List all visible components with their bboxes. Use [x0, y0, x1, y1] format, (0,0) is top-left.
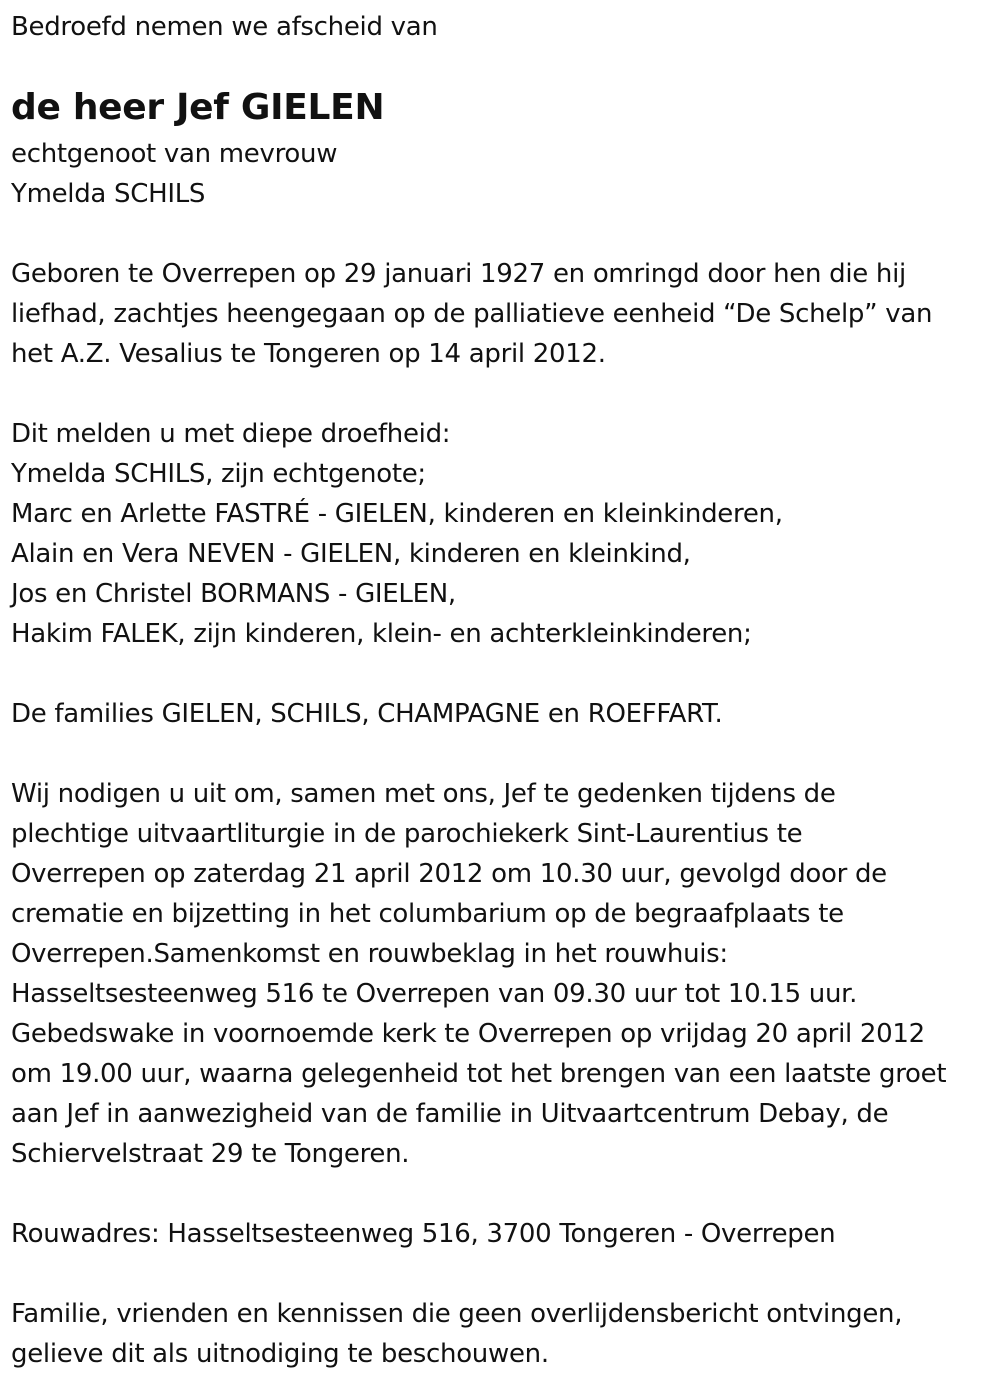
mourner-line: Alain en Vera NEVEN - GIELEN, kinderen en kleinkind,	[11, 539, 691, 569]
address-line: Rouwadres: Hasseltsesteenweg 516, 3700 Tongeren - Overrepen	[11, 1219, 836, 1249]
mourner-line: Ymelda SCHILS, zijn echtgenote;	[11, 459, 426, 489]
paragraph-line: Overrepen op zaterdag 21 april 2012 om 10.30 uur, gevolgd door de	[11, 859, 887, 889]
paragraph-line: Familie, vrienden en kennissen die geen overlijdensbericht ontvingen,	[11, 1299, 903, 1329]
mourner-line: Hakim FALEK, zijn kinderen, klein- en achterkleinkinderen;	[11, 619, 752, 649]
paragraph-line: gelieve dit als uitnodiging te beschouwen.	[11, 1339, 549, 1369]
families-line: De families GIELEN, SCHILS, CHAMPAGNE en ROEFFART.	[11, 699, 723, 729]
closing-paragraph	[11, 1294, 902, 1374]
paragraph-line: plechtige uitvaartliturgie in de parochiekerk Sint-Laurentius te	[11, 819, 803, 849]
mourners-heading: Dit melden u met diepe droefheid:	[11, 419, 451, 449]
paragraph-line: Gebedswake in voornoemde kerk te Overrepen op vrijdag 20 april 2012	[11, 1019, 925, 1049]
birth-death-paragraph	[11, 254, 932, 374]
spouse-section	[11, 134, 337, 214]
mourner-line: Marc en Arlette FASTRÉ - GIELEN, kinderen en kleinkinderen,	[11, 499, 783, 529]
paragraph-line: Hasseltsesteenweg 516 te Overrepen van 09.30 uur tot 10.15 uur.	[11, 979, 858, 1009]
spouse-line: echtgenoot van mevrouw	[11, 139, 338, 169]
paragraph-line: Wij nodigen u uit om, samen met ons, Jef te gedenken tijdens de	[11, 779, 836, 809]
deceased-name: de heer Jef GIELEN	[11, 87, 385, 128]
paragraph-line: Schiervelstraat 29 te Tongeren.	[11, 1139, 410, 1169]
paragraph-line: Overrepen.Samenkomst en rouwbeklag in het rouwhuis:	[11, 939, 728, 969]
intro-text: Bedroefd nemen we afscheid van	[11, 12, 438, 42]
families-section	[11, 694, 723, 734]
paragraph-line: om 19.00 uur, waarna gelegenheid tot het brengen van een laatste groet	[11, 1059, 947, 1089]
paragraph-line: liefhad, zachtjes heengegaan op de palliatieve eenheid “De Schelp” van	[11, 299, 933, 329]
spouse-line: Ymelda SCHILS	[11, 179, 206, 209]
paragraph-line: crematie en bijzetting in het columbarium op de begraafplaats te	[11, 899, 844, 929]
paragraph-line: aan Jef in aanwezigheid van de familie in Uitvaartcentrum Debay, de	[11, 1099, 889, 1129]
mourner-line: Jos en Christel BORMANS - GIELEN,	[11, 579, 456, 609]
mourners-section	[11, 414, 783, 654]
invitation-paragraph	[11, 774, 946, 1174]
paragraph-line: Geboren te Overrepen op 29 januari 1927 en omringd door hen die hij	[11, 259, 906, 289]
paragraph-line: het A.Z. Vesalius te Tongeren op 14 april 2012.	[11, 339, 606, 369]
mourning-address	[11, 1214, 835, 1254]
